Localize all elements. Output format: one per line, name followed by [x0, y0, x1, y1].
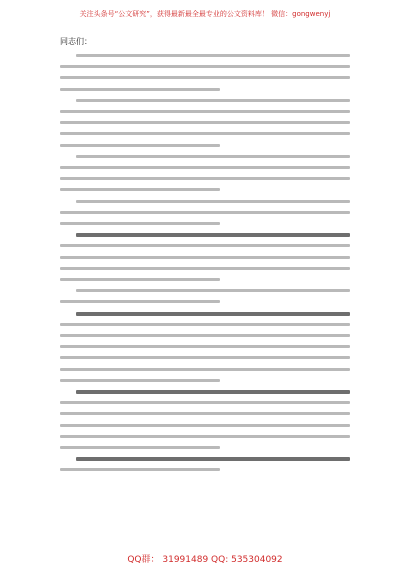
body-text-line	[60, 412, 350, 415]
body-text-line	[60, 401, 350, 404]
body-text-line	[76, 155, 350, 158]
document-body	[60, 54, 350, 544]
body-text-line	[60, 300, 220, 303]
body-text-line	[60, 65, 350, 68]
body-text-line	[60, 256, 350, 259]
body-text-line	[60, 334, 350, 337]
body-text-line	[60, 323, 350, 326]
body-text-line	[76, 54, 350, 57]
body-text-line	[60, 435, 350, 438]
body-text-line	[60, 110, 350, 113]
body-text-line	[60, 468, 220, 471]
body-text-line	[60, 188, 220, 191]
body-text-line	[60, 177, 350, 180]
body-text-line	[60, 356, 350, 359]
body-text-line	[60, 244, 350, 247]
body-text-line	[76, 99, 350, 102]
body-text-line	[60, 132, 350, 135]
salutation: 同志们：	[60, 37, 92, 46]
body-text-line	[60, 368, 350, 371]
footer-contact: QQ群： 31991489 QQ: 535304092	[127, 555, 283, 565]
body-text-line	[60, 379, 220, 382]
section-heading-line	[76, 390, 350, 394]
body-text-line	[60, 76, 350, 79]
body-text-line	[60, 345, 350, 348]
body-text-line	[60, 278, 220, 281]
body-text-line	[60, 88, 220, 91]
body-text-line	[60, 211, 350, 214]
body-text-line	[76, 200, 350, 203]
body-text-line	[60, 121, 350, 124]
section-heading-line	[76, 233, 350, 237]
header-banner: 关注头条号“公文研究”，获得最新最全最专业的公文资料库！ 微信：gongwenyj	[79, 10, 331, 18]
body-text-line	[76, 289, 350, 292]
body-text-line	[60, 222, 220, 225]
body-text-line	[60, 267, 350, 270]
body-text-line	[60, 446, 220, 449]
body-text-line	[60, 166, 350, 169]
body-text-line	[60, 424, 350, 427]
body-text-line	[60, 144, 220, 147]
section-heading-line	[76, 312, 350, 316]
section-heading-line	[76, 457, 350, 461]
